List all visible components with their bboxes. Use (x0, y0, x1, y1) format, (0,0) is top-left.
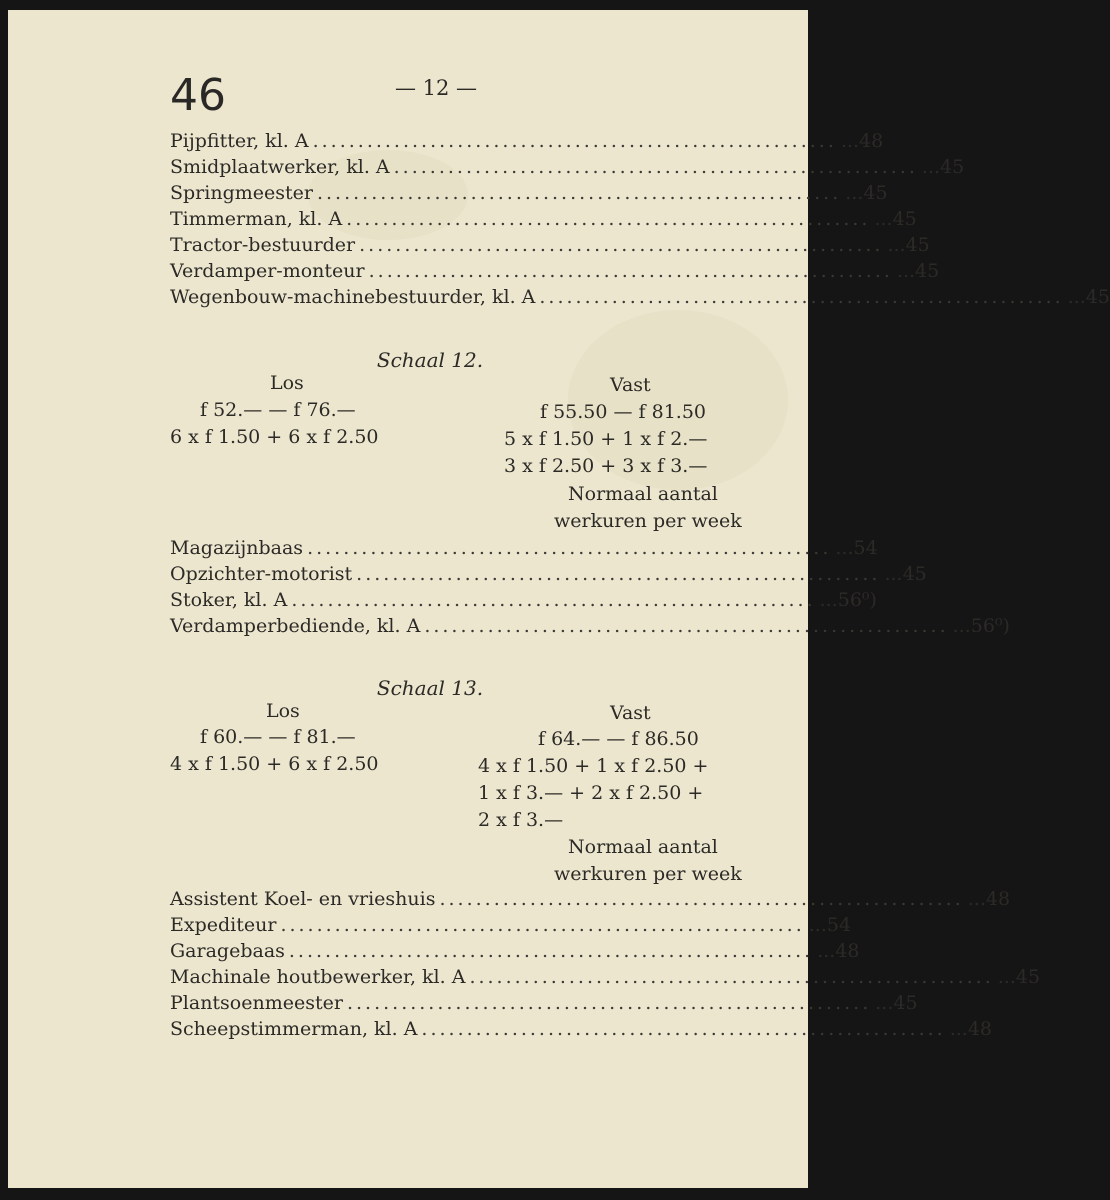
leader-dots: .......................................................... (346, 208, 871, 230)
vast-steps: 3 x f 2.50 + 3 x f 3.— (504, 455, 708, 477)
hours-value: ...48 (949, 1018, 993, 1040)
vast-steps: 5 x f 1.50 + 1 x f 2.— (504, 428, 708, 450)
hours-value: ...45 (896, 260, 940, 282)
hours-value: ...48 (967, 888, 1011, 910)
page-number: — 12 — (394, 76, 478, 100)
leader-dots: .......................................................... (368, 260, 893, 282)
list-item (170, 563, 927, 589)
list-item (170, 208, 917, 234)
los-steps: 6 x f 1.50 + 6 x f 2.50 (170, 426, 379, 448)
hours-value: ...45 (884, 563, 927, 585)
occupation-name: Opzichter-motorist (170, 563, 353, 585)
hours-header: werkuren per week (554, 863, 742, 885)
occupation-name: Magazijnbaas (170, 537, 304, 559)
occupation-name: Pijpfitter, kl. A (170, 130, 309, 152)
occupation-name: Tractor-bestuurder (170, 234, 356, 256)
vast-label: Vast (610, 702, 651, 724)
list-item (170, 182, 888, 208)
occupation-name: Expediteur (170, 914, 277, 936)
hours-header: werkuren per week (554, 510, 742, 532)
list-item (170, 260, 940, 286)
occupation-name: Assistent Koel- en vrieshuis (170, 888, 436, 910)
list-item (170, 286, 1110, 312)
document-page (8, 10, 1110, 1188)
hours-value: ...56⁰) (952, 615, 1010, 637)
list-item (170, 966, 1041, 992)
occupation-name: Garagebaas (170, 940, 285, 962)
leader-dots: .......................................................... (307, 537, 832, 559)
leader-dots: .......................................................... (316, 182, 842, 204)
list-item (170, 940, 860, 966)
hours-header: Normaal aantal (568, 836, 718, 858)
list-item (170, 992, 918, 1018)
vast-steps: 4 x f 1.50 + 1 x f 2.50 + (478, 755, 709, 777)
occupation-name: Plantsoenmeester (170, 992, 343, 1014)
list-item (170, 888, 1011, 914)
vast-range: f 64.— — f 86.50 (538, 728, 699, 750)
leader-dots: .......................................................... (393, 156, 918, 178)
list-item (170, 156, 965, 182)
hours-value: ...45 (845, 182, 888, 204)
occupation-name: Verdamperbediende, kl. A (170, 615, 421, 637)
leader-dots: .......................................................... (356, 563, 881, 585)
hours-value: ...48 (817, 940, 860, 962)
occupation-name: Stoker, kl. A (170, 589, 288, 611)
leader-dots: .......................................................... (424, 615, 949, 637)
leader-dots: .......................................................... (312, 130, 837, 152)
hours-value: ...56⁰) (819, 589, 877, 611)
leader-dots: .......................................................... (288, 940, 814, 962)
hours-value: ...48 (840, 130, 884, 152)
hours-value: ...45 (887, 234, 930, 256)
hours-header: Normaal aantal (568, 483, 718, 505)
vast-steps: 1 x f 3.— + 2 x f 2.50 + (478, 782, 704, 804)
leader-dots: .......................................................... (346, 992, 872, 1014)
vast-label: Vast (610, 374, 651, 396)
section-heading: Schaal 13. (376, 676, 484, 700)
occupation-name: Wegenbouw-machinebestuurder, kl. A (170, 286, 536, 308)
hours-value: ...45 (874, 208, 917, 230)
hours-value: ...45 (1067, 286, 1110, 308)
list-item (170, 130, 884, 156)
leader-dots: .......................................................... (280, 914, 805, 936)
vast-range: f 55.50 — f 81.50 (540, 401, 707, 423)
hours-value: ...45 (997, 966, 1041, 988)
occupation-name: Timmerman, kl. A (170, 208, 343, 230)
occupation-name: Machinale houtbewerker, kl. A (170, 966, 466, 988)
los-steps: 4 x f 1.50 + 6 x f 2.50 (170, 753, 379, 775)
los-label: Los (266, 700, 300, 722)
occupation-name: Springmeester (170, 182, 313, 204)
list-item (170, 589, 877, 615)
hours-value: ...45 (875, 992, 918, 1014)
stamp-number: 46 (170, 70, 226, 121)
vast-steps: 2 x f 3.— (478, 809, 564, 831)
list-item (170, 1018, 993, 1044)
section-heading: Schaal 12. (376, 348, 484, 372)
list-item (170, 537, 878, 563)
leader-dots: .......................................................... (291, 589, 816, 611)
los-range: f 52.— — f 76.— (200, 399, 356, 421)
los-range: f 60.— — f 81.— (200, 726, 356, 748)
occupation-name: Scheepstimmerman, kl. A (170, 1018, 418, 1040)
leader-dots: .......................................................... (469, 966, 994, 988)
leader-dots: .......................................................... (359, 234, 884, 256)
leader-dots: .......................................................... (439, 888, 964, 910)
hours-value: ...54 (808, 914, 852, 936)
list-item (170, 234, 930, 260)
occupation-name: Smidplaatwerker, kl. A (170, 156, 390, 178)
hours-value: ...54 (835, 537, 878, 559)
los-label: Los (270, 372, 304, 394)
list-item (170, 615, 1010, 641)
leader-dots: .......................................................... (539, 286, 1064, 308)
occupation-name: Verdamper-monteur (170, 260, 365, 282)
leader-dots: .......................................................... (421, 1018, 946, 1040)
hours-value: ...45 (921, 156, 965, 178)
list-item (170, 914, 852, 940)
